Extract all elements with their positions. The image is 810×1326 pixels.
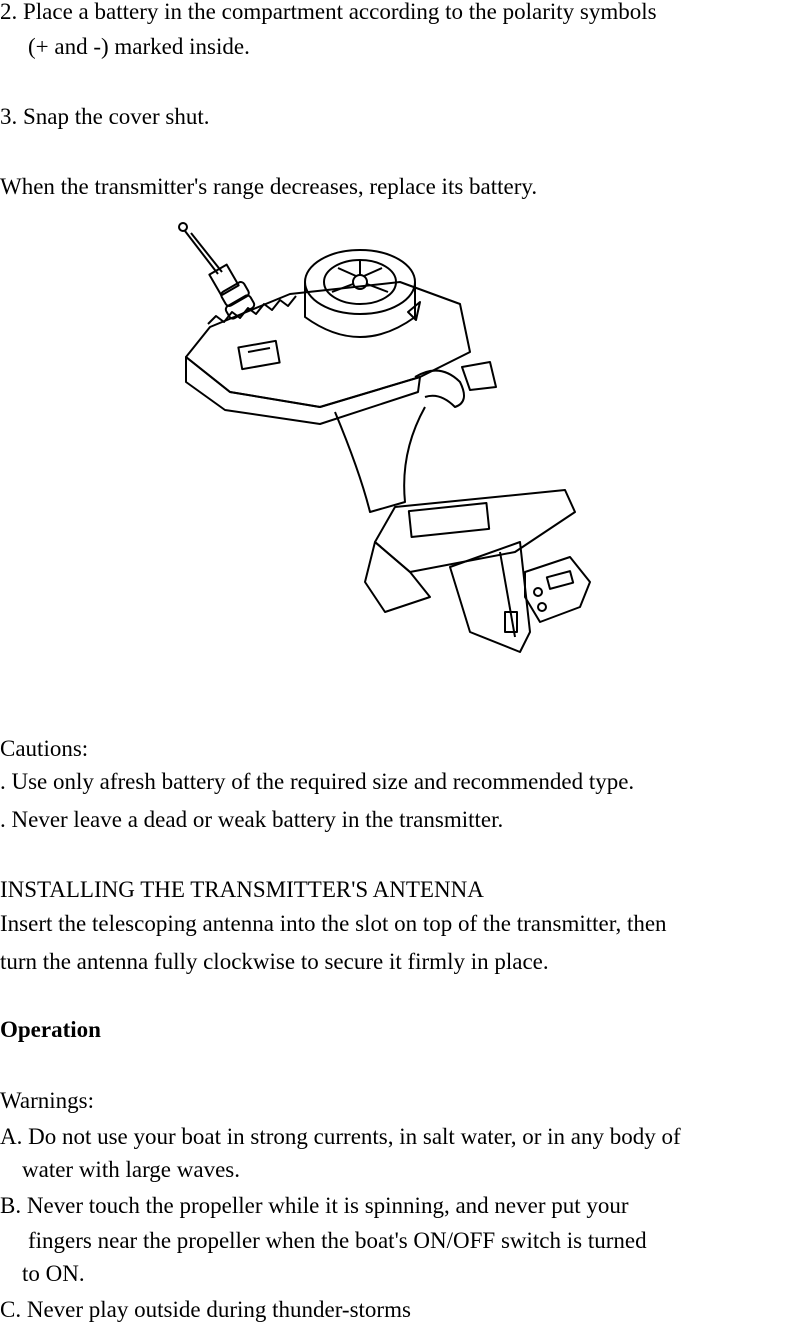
- warning-b-line2: fingers near the propeller when the boat's ON/OFF switch is turned: [28, 1228, 647, 1253]
- range-note: When the transmitter's range decreases, replace its battery.: [0, 174, 538, 199]
- antenna-heading: INSTALLING THE TRANSMITTER'S ANTENNA: [0, 877, 484, 902]
- warnings-heading: Warnings:: [0, 1088, 94, 1113]
- cautions-heading: Cautions:: [0, 736, 89, 761]
- warning-b-line3: to ON.: [22, 1261, 85, 1286]
- step3-text: 3. Snap the cover shut.: [0, 104, 210, 129]
- caution-item: . Never leave a dead or weak battery in the transmitter.: [0, 807, 504, 832]
- warning-a-line1: A. Do not use your boat in strong currents, in salt water, or in any body of: [0, 1124, 681, 1149]
- warning-a-line2: water with large waves.: [22, 1157, 240, 1182]
- antenna-line1: Insert the telescoping antenna into the slot on top of the transmitter, then: [0, 911, 667, 936]
- step2-line2: (+ and -) marked inside.: [28, 34, 250, 59]
- transmitter-illustration: [170, 212, 610, 672]
- warning-c-line1: C. Never play outside during thunder-storms: [0, 1297, 411, 1322]
- operation-heading: Operation: [0, 1017, 101, 1042]
- warning-b-line1: B. Never touch the propeller while it is spinning, and never put your: [0, 1193, 629, 1218]
- antenna-line2: turn the antenna fully clockwise to secure it firmly in place.: [0, 949, 549, 974]
- step2-line1: 2. Place a battery in the compartment according to the polarity symbols: [0, 0, 657, 24]
- antenna-icon: [179, 223, 256, 320]
- steering-wheel-icon: [305, 250, 415, 337]
- caution-item: . Use only afresh battery of the required size and recommended type.: [0, 769, 635, 794]
